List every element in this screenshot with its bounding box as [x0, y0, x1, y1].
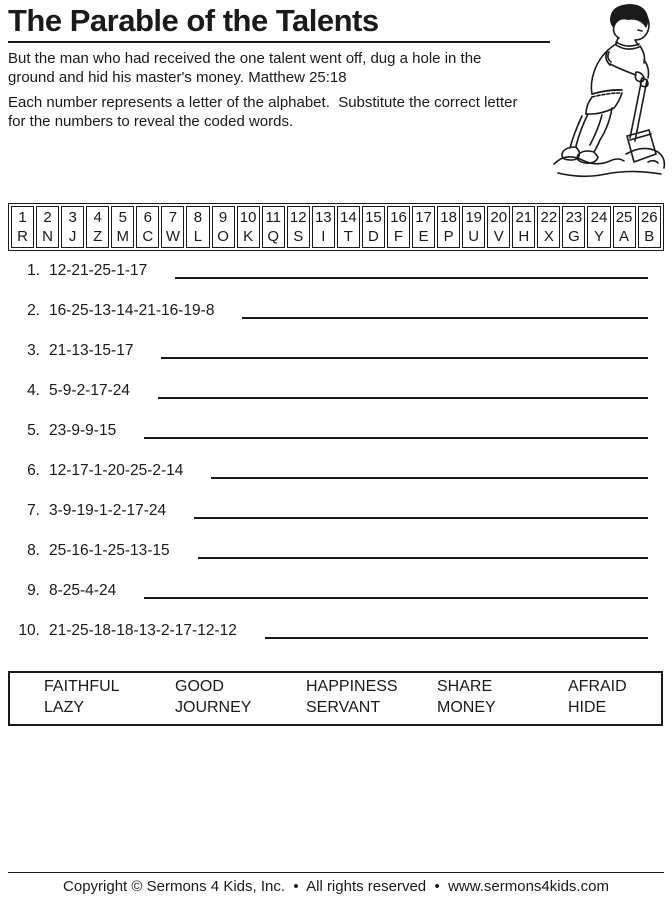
item-code: 21-13-15-17 [49, 342, 134, 359]
item-code: 12-17-1-20-25-2-14 [49, 462, 184, 479]
puzzle-item [8, 337, 648, 360]
decoder-letter: Q [267, 228, 279, 245]
decoder-number: 6 [143, 209, 153, 226]
item-number: 2. [27, 302, 40, 319]
decoder-cell-8 [186, 206, 209, 248]
decoder-letter: F [393, 228, 404, 245]
decoder-letter: M [116, 228, 130, 245]
decoder-cell-20 [487, 206, 510, 248]
decoder-number: 23 [565, 209, 583, 226]
decoder-letter: K [243, 228, 254, 245]
decoder-cell-19 [462, 206, 485, 248]
answer-blank-line [211, 477, 648, 479]
decoder-letter: P [443, 228, 454, 245]
decoder-letter: R [17, 228, 28, 245]
puzzle-item [8, 417, 648, 440]
puzzle-item [8, 617, 648, 640]
decoder-cell-24 [587, 206, 610, 248]
answer-blank-line [194, 517, 648, 519]
decoder-letter: X [543, 228, 554, 245]
item-code: 5-9-2-17-24 [49, 382, 130, 399]
decoder-cell-23 [562, 206, 585, 248]
item-code: 3-9-19-1-2-17-24 [49, 502, 167, 519]
puzzle-item [8, 537, 648, 560]
answer-blank-line [161, 357, 648, 359]
decoder-letter: I [321, 228, 326, 245]
item-number: 1. [27, 262, 40, 279]
decoder-number: 7 [168, 209, 178, 226]
puzzle-item [8, 577, 648, 600]
scripture-line-1: But the man who had received the one talent went off, dug a hole in the [8, 50, 482, 67]
decoder-cell-6 [136, 206, 159, 248]
item-number: 3. [27, 342, 40, 359]
decoder-cell-9 [212, 206, 235, 248]
decoder-number: 4 [93, 209, 102, 226]
decoder-letter: N [42, 228, 54, 245]
answer-blank-line [198, 557, 648, 559]
decoder-letter: E [418, 228, 429, 245]
footer-copyright: Copyright © Sermons 4 Kids, Inc. • All rights reserved • www.sermons4kids.com [63, 878, 609, 895]
answer-blank-line [265, 637, 648, 639]
word-bank-word: SERVANT [306, 699, 381, 716]
decoder-letter: Y [593, 228, 604, 245]
answer-blank-line [158, 397, 648, 399]
decoder-cell-25 [613, 206, 636, 248]
decoder-letter: O [217, 228, 229, 245]
decoder-cell-26 [638, 206, 661, 248]
item-number: 6. [27, 462, 40, 479]
decoder-cell-18 [437, 206, 460, 248]
decoder-letter: U [468, 228, 480, 245]
item-code: 12-21-25-1-17 [49, 262, 148, 279]
decoder-number: 22 [540, 209, 558, 226]
decoder-letter: G [568, 228, 580, 245]
decoder-cell-22 [537, 206, 560, 248]
decoder-cell-10 [237, 206, 260, 248]
instructions-line-2: for the numbers to reveal the coded words. [8, 113, 294, 130]
item-number: 9. [27, 582, 40, 599]
decoder-number: 12 [289, 209, 307, 226]
decoder-table [8, 203, 664, 251]
decoder-letter: V [493, 228, 504, 245]
word-bank-word: LAZY [44, 699, 85, 716]
decoder-letter: B [644, 228, 655, 245]
decoder-number: 17 [415, 209, 432, 226]
decoder-letter: Z [93, 228, 103, 245]
decoder-number: 5 [118, 209, 127, 226]
decoder-cell-3 [61, 206, 84, 248]
decoder-number: 18 [440, 209, 457, 226]
decoder-number: 26 [640, 209, 658, 226]
item-number: 5. [27, 422, 40, 439]
word-bank-word: SHARE [437, 678, 493, 695]
puzzle-item [8, 497, 648, 520]
puzzle-item [8, 297, 648, 320]
word-bank-word: HIDE [568, 699, 607, 716]
decoder-cell-2 [36, 206, 59, 248]
decoder-letter: S [293, 228, 304, 245]
word-bank-row [44, 676, 661, 697]
decoder-number: 10 [239, 209, 257, 226]
decoder-letter: W [165, 228, 180, 245]
decoder-cell-17 [412, 206, 435, 248]
item-number: 10. [18, 622, 40, 639]
boy-hair [610, 4, 648, 28]
word-bank-word: FAITHFUL [44, 678, 120, 695]
decoder-cell-12 [287, 206, 310, 248]
word-bank-word: MONEY [437, 699, 496, 716]
item-code: 16-25-13-14-21-16-19-8 [49, 302, 215, 319]
decoder-cell-5 [111, 206, 134, 248]
instructions-text [8, 93, 517, 131]
instructions-line-1: Each number represents a letter of the alphabet. Substitute the correct letter [8, 94, 518, 111]
decoder-letter: L [193, 228, 203, 245]
item-number: 7. [27, 502, 40, 519]
item-code: 21-25-18-18-13-2-17-12-12 [49, 622, 237, 639]
word-bank-word: AFRAID [568, 678, 627, 695]
decoder-row [11, 206, 661, 248]
decoder-number: 11 [265, 209, 281, 226]
page-title: The Parable of the Talents [8, 3, 379, 38]
item-code: 8-25-4-24 [49, 582, 117, 599]
decoder-number: 13 [314, 209, 332, 226]
decoder-cell-13 [312, 206, 335, 248]
boy-digging-illustration [552, 2, 668, 180]
item-number: 4. [27, 382, 40, 399]
answer-blank-line [242, 317, 648, 319]
word-bank-word: JOURNEY [175, 699, 252, 716]
decoder-cell-4 [86, 206, 109, 248]
decoder-cell-16 [387, 206, 410, 248]
decoder-number: 25 [615, 209, 633, 226]
decoder-number: 21 [515, 209, 533, 226]
decoder-cell-11 [262, 206, 285, 248]
word-bank [8, 671, 663, 726]
decoder-number: 19 [465, 209, 482, 226]
decoder-number: 20 [490, 209, 508, 226]
decoder-number: 15 [365, 209, 382, 226]
decoder-number: 2 [43, 209, 52, 226]
decoder-number: 9 [218, 209, 228, 226]
decoder-number: 24 [590, 209, 608, 226]
decoder-number: 8 [193, 209, 203, 226]
decoder-number: 1 [18, 209, 27, 226]
scripture-line-2: ground and hid his master's money. Matthew 25:18 [8, 69, 347, 86]
decoder-number: 16 [390, 209, 407, 226]
decoder-number: 3 [68, 209, 77, 226]
answer-blank-line [144, 597, 648, 599]
puzzle-item [8, 257, 648, 280]
word-bank-row [44, 697, 661, 718]
decoder-number: 14 [340, 209, 357, 226]
decoder-cell-15 [362, 206, 385, 248]
decoder-letter: T [343, 228, 353, 245]
decoder-letter: J [68, 228, 77, 245]
item-code: 25-16-1-25-13-15 [49, 542, 170, 559]
scripture-text [8, 49, 481, 87]
word-bank-word: HAPPINESS [306, 678, 398, 695]
decoder-letter: D [367, 228, 379, 245]
decoder-cell-1 [11, 206, 34, 248]
footer-rule [8, 872, 664, 873]
decoder-letter: C [142, 228, 154, 245]
decoder-letter: H [518, 228, 530, 245]
title-rule [8, 41, 550, 43]
item-code: 23-9-9-15 [49, 422, 117, 439]
decoder-cell-14 [337, 206, 360, 248]
puzzle-item [8, 377, 648, 400]
answer-blank-line [175, 277, 648, 279]
word-bank-word: GOOD [175, 678, 224, 695]
decoder-cell-21 [512, 206, 535, 248]
puzzle-list [8, 257, 648, 657]
decoder-cell-7 [161, 206, 184, 248]
item-number: 8. [27, 542, 40, 559]
answer-blank-line [144, 437, 648, 439]
puzzle-item [8, 457, 648, 480]
decoder-letter: A [619, 228, 630, 245]
